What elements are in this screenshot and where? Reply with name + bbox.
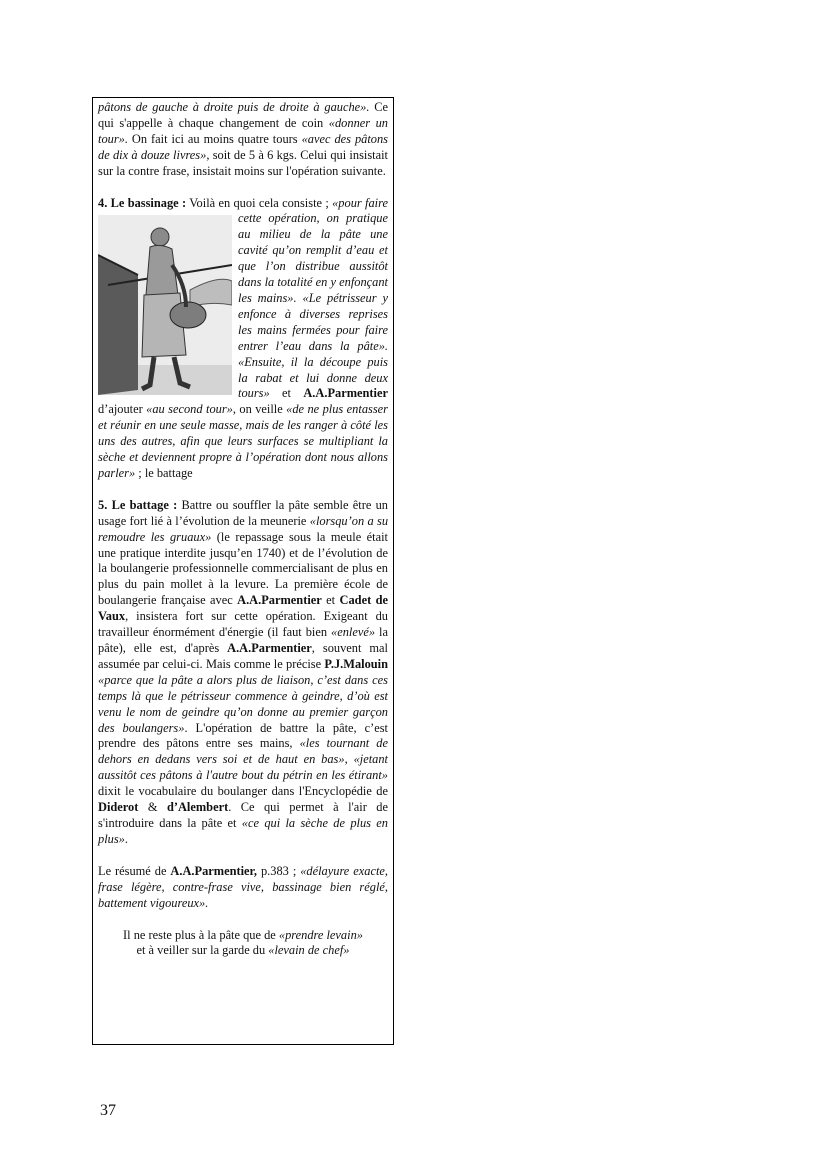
quote: «les tournant de dehors en dedans vers soi et de haut en bas», «jetant aussitôt ces pâtons à l'autre bout du pétrin en les étirant» [98, 736, 388, 783]
quote: «levain de chef» [268, 943, 350, 958]
quote: «donner un tour». [98, 115, 388, 146]
quote: «lorsqu’on a su remoudre les gruaux» [98, 513, 389, 544]
page-number: 37 [100, 1102, 116, 1119]
author-name: Parmentier [261, 593, 322, 608]
battage-paragraph: 5. Le battage : Battre ou souffler la pâte semble être un usage fort lié à l’évolution de la meunerie «lorsqu’on a su remoudre les gruaux» (le repassage sous la meule était une pratique interdite jusqu’en 1740) et de l’évolution de la boulangerie professionnelle commercialisant de plus en plus du pain mollet à la levure. La première école de boulangerie française avec A.A.Parmentier et Cadet de Vaux, insistera fort sur cette opération. Exigeant du travailleur énormément d'énergie (il faut bien «enlevé» la pâte), elle est, d'après A.A.Parmentier, souvent mal assumée par celui-ci. Mais comme le précise P.J.Malouin «parce que la pâte a alors plus de liaison, c’est dans ces temps là que le pétrisseur commence à geindre, d’où est venu le nom de geindre qu’on donne au premier garçon des boulangers». L'opération de battre la pâte, c’est prendre des pâtons entre ses mains, «les tournant de dehors en dedans vers soi et de haut en bas», «jetant aussitôt ces pâtons à l'autre bout du pétrin en les étirant» dixit le vocabulaire du boulanger dans l'Encyclopédie de Diderot & d’Alembert. Ce qui permet à l'air de s'introduire dans la pâte et «ce qui la sèche de plus en plus». [98, 497, 389, 846]
quote: «au second tour» [146, 402, 233, 417]
resume-paragraph: Le résumé de A.A.Parmentier, p.383 ; «délayure exacte, frase légère, contre-frase vive, bassinage bien réglé, battement vigoureux». [98, 863, 388, 910]
author-name: P.J.Malouin [324, 656, 388, 671]
quote: «ce qui la sèche de plus en plus» [98, 815, 388, 846]
author-name: Parmentier [327, 386, 388, 401]
section-heading: 5. Le battage : [98, 497, 178, 512]
intro-paragraph: pâtons de gauche à droite puis de droite à gauche». Ce qui s'appelle à chaque changement de coin «donner un tour». On fait ici au moins quatre tours «avec des pâtons de dix à douze livres», soit de 5 à 6 kgs. Celui qui insistait sur la contre frase, insistait moins sur l'opération suivante. [98, 100, 388, 178]
quote: «enlevé» [331, 625, 376, 640]
quote: «délayure exacte, frase légère, contre-frase vive, bassinage bien réglé, battement vigoureux». [98, 863, 388, 910]
author-name: Diderot [98, 800, 139, 815]
baker-illustration [98, 215, 232, 395]
quote: «de ne plus entasser et réunir en une seule masse, mais de les ranger à côté les uns des autres, afin que leurs surfaces se multipliant la sèche et deviennent propre à l’opération dont nous allons parler» [98, 402, 388, 480]
quote: «parce que la pâte a alors plus de liaison, c’est dans ces temps là que le pétrisseur commence à geindre, d’où est venu le nom de geindre qu’on donne au premier garçon des boulangers» [98, 672, 388, 735]
author-name: Parmentier, [194, 863, 258, 878]
quote: «avec des pâtons de dix à douze livres» [98, 131, 388, 162]
quote: «prendre levain» [278, 927, 363, 942]
bassinage-paragraph: 4. Le bassinage : Voilà en quoi cela consiste ; «pour faire cette opération, on pratique au milieu de la pâte une cavité qu’on remplit d’eau et que l’on distribue aussitôt dans la totalité en y enfonçant les mains». «Le pétrisseur y enfonce à diverses reprises les mains fermées pour faire entrer l’eau dans la pâte». «Ensuite, il la découpe puis la rabat et lui donne deux tours» et A.A.Parmentier d’ajouter «au second tour», on veille «de ne plus entasser et réunir en une seule masse, mais de les ranger à côté les uns des autres, afin que leurs surfaces se multipliant la sèche et deviennent propre à l’opération dont nous allons parler» ; le battage [98, 195, 388, 480]
closing-paragraph: Il ne reste plus à la pâte que de «prendre levain» et à veiller sur la garde du «levain de chef» [123, 927, 363, 958]
quote: pâtons de gauche à droite puis de droite à gauche». [98, 100, 370, 114]
author-name: Cadet de Vaux [98, 593, 388, 624]
section-heading: 4. Le bassinage : [98, 195, 187, 210]
text-column [92, 97, 394, 1045]
author-name: d’Alembert [166, 800, 229, 815]
baker-engraving-image [98, 215, 232, 395]
quote: «pour faire cette opération, on pratique au milieu de la pâte une cavité qu’on remplit d’eau et que l’on distribue aussitôt dans la totalité en y enfonçant les mains». «Le pétrisseur y enfonce à diverses reprises les mains fermées pour faire entrer l’eau dans la pâte». «Ensuite, il la découpe puis la rabat et lui donne deux tours» [238, 195, 388, 401]
author-name: Parmentier [251, 641, 312, 655]
